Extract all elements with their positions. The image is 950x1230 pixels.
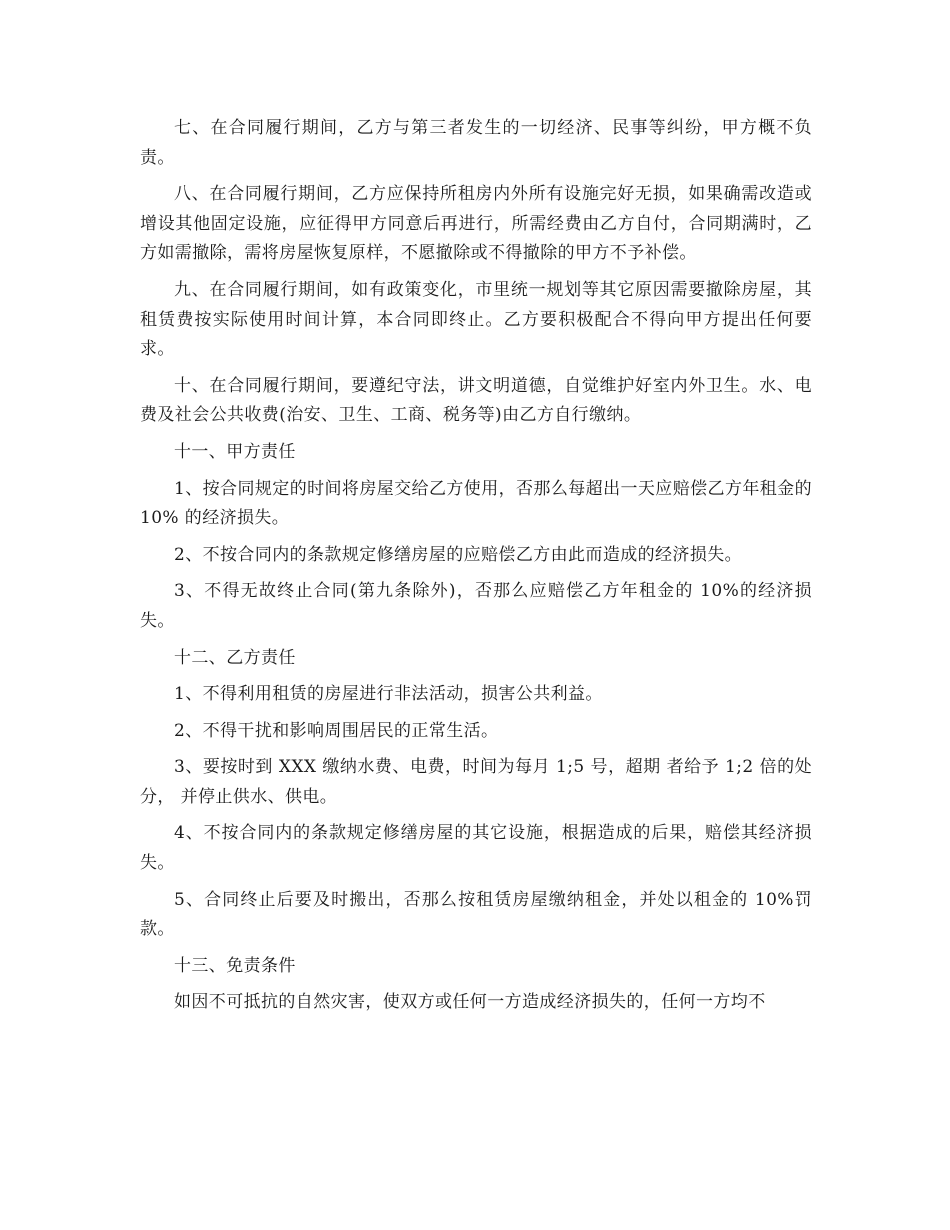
section-heading-exemption: 十三、免责条件 <box>174 955 296 976</box>
section-heading-party-a: 十一、甲方责任 <box>174 441 296 462</box>
clause-10-paragraph: 十、在合同履行期间，要遵纪守法，讲文明道德，自觉维护好室内外卫生。水、电费及社会公共收费(治安、卫生、工商、税务等)由乙方自行缴纳。 <box>140 375 812 426</box>
exemption-paragraph: 如因不可抵抗的自然灾害，使双方或任何一方造成经济损失的，任何一方均不 <box>174 992 766 1013</box>
party-a-item-3: 3、不得无故终止合同(第九条除外)，否那么应赔偿乙方年租金的 10%的经济损失。 <box>140 581 812 631</box>
party-b-item-5: 5、合同终止后要及时搬出，否那么按租赁房屋缴纳租金，并处以租金的 10%罚款。 <box>140 889 812 940</box>
party-b-item-2: 2、不得干扰和影响周围居民的正常生活。 <box>174 720 499 741</box>
party-b-item-1: 1、不得利用租赁的房屋进行非法活动，损害公共利益。 <box>174 684 603 705</box>
document-body <box>140 114 812 1025</box>
party-b-item-3: 3、要按时到 XXX 缴纳水费、电费，时间为每月 1;5 号，超期 者给予 1;2 倍的处分， 并停止供水、供电。 <box>140 757 812 807</box>
party-a-item-2: 2、不按合同内的条款规定修缮房屋的应赔偿乙方由此而造成的经济损失。 <box>174 544 743 565</box>
clause-8-paragraph: 八、在合同履行期间，乙方应保持所租房内外所有设施完好无损，如果确需改造或增设其他固定设施，应征得甲方同意后再进行，所需经费由乙方自付，合同期满时，乙方如需撤除，需将房屋恢复原样，不愿撤除或不得撤除的甲方不予补偿。 <box>140 184 812 264</box>
clause-9-paragraph: 九、在合同履行期间，如有政策变化，市里统一规划等其它原因需要撤除房屋，其租赁费按实际使用时间计算，本合同即终止。乙方要积极配合不得向甲方提出任何要求。 <box>140 279 812 360</box>
party-b-item-4: 4、不按合同内的条款规定修缮房屋的其它设施，根据造成的后果，赔偿其经济损失。 <box>140 823 812 874</box>
clause-7-paragraph: 七、在合同履行期间，乙方与第三者发生的一切经济、民事等纠纷，甲方概不负责。 <box>140 118 812 168</box>
party-a-item-1: 1、按合同规定的时间将房屋交给乙方使用，否那么每超出一天应赔偿乙方年租金的 10% 的经济损失。 <box>140 478 812 529</box>
section-heading-party-b: 十二、乙方责任 <box>174 647 296 668</box>
